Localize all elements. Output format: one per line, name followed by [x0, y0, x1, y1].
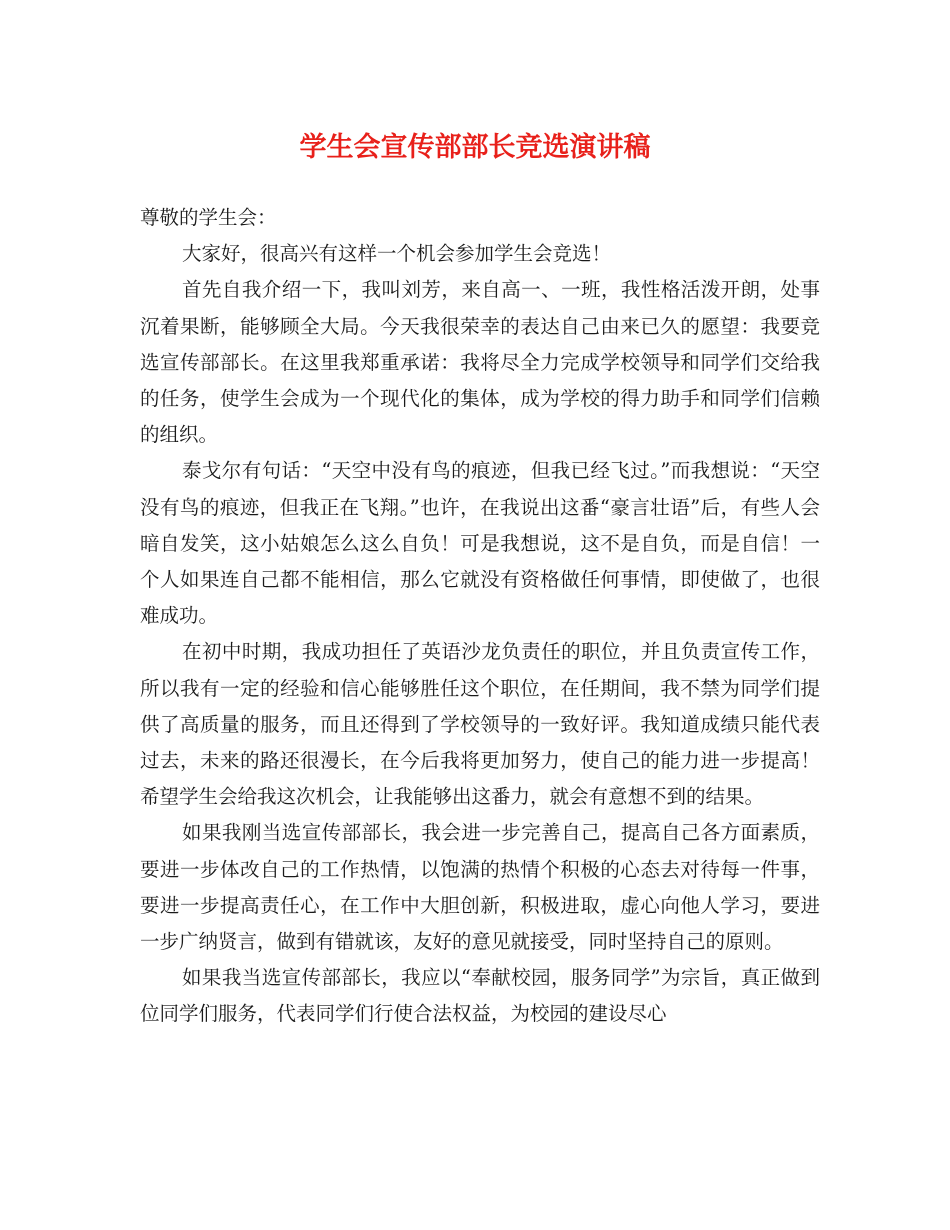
- paragraph-plans: 如果我刚当选宣传部部长，我会进一步完善自己，提高自己各方面素质，要进一步体改自己的工作热情，以饱满的热情个积极的心态去对待每一件事，要进一步提高责任心，在工作中大胆创新，积极进取，虚心向他人学习，要进一步广纳贤言，做到有错就该，友好的意见就接受，同时坚持自己的原则。: [140, 821, 820, 954]
- document-title: 学生会宣传部部长竞选演讲稿: [299, 132, 651, 163]
- paragraph-experience: 在初中时期，我成功担任了英语沙龙负责任的职位，并且负责宣传工作，所以我有一定的经验和信心能够胜任这个职位，在任期间，我不禁为同学们提供了高质量的服务，而且还得到了学校领导的一致好评。我知道成绩只能代表过去，未来的路还很漫长，在今后我将更加努力，使自己的能力进一步提高！希望学生会给我这次机会，让我能够出这番力，就会有意想不到的结果。: [140, 640, 820, 809]
- paragraph-self-introduction: 首先自我介绍一下，我叫刘芳，来自高一、一班，我性格活泼开朗，处事沉着果断，能够顾全大局。今天我很荣幸的表达自己由来已久的愿望：我要竞选宣传部部长。在这里我郑重承诺：我将尽全力完成学校领导和同学们交给我的任务，使学生会成为一个现代化的集体，成为学校的得力助手和同学们信赖的组织。: [140, 278, 820, 447]
- document-body: [140, 200, 820, 1033]
- salutation: 尊敬的学生会：: [140, 206, 277, 229]
- paragraph-purpose: 如果我当选宣传部部长，我应以“奉献校园，服务同学”为宗旨，真正做到位同学们服务，代表同学们行使合法权益，为校园的建设尽心: [140, 966, 820, 1026]
- paragraph-tagore-quote: 泰戈尔有句话：“天空中没有鸟的痕迹，但我已经飞过。”而我想说：“天空没有鸟的痕迹，但我正在飞翔。”也许，在我说出这番“豪言壮语”后，有些人会暗自发笑，这小姑娘怎么这么自负！可是我想说，这不是自负，而是自信！一个人如果连自己都不能相信，那么它就没有资格做任何事情，即使做了，也很难成功。: [140, 459, 820, 628]
- paragraph-greeting: 大家好，很高兴有这样一个机会参加学生会竞选！: [182, 242, 612, 266]
